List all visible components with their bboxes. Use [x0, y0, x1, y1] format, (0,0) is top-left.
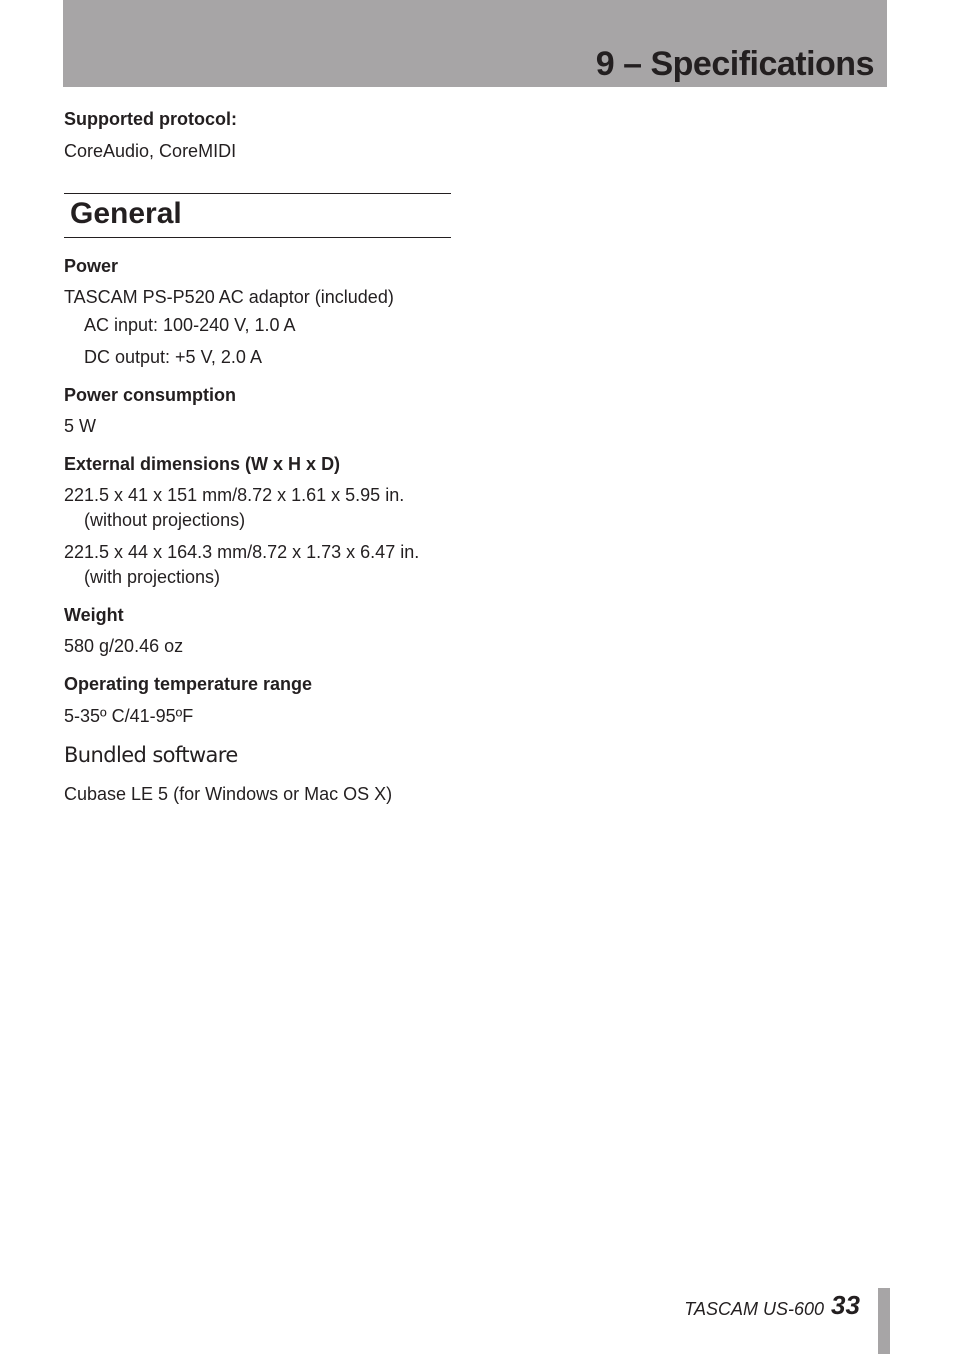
- power-ac-input: AC input: 100-240 V, 1.0 A: [84, 315, 296, 335]
- dimensions-without-value: 221.5 x 41 x 151 mm/8.72 x 1.61 x 5.95 in.: [64, 485, 405, 505]
- section-rule-top: [64, 193, 451, 194]
- temperature-value: 5-35º C/41-95ºF: [64, 706, 194, 726]
- power-adaptor: TASCAM PS-P520 AC adaptor (included): [64, 287, 394, 307]
- weight-label: Weight: [64, 605, 124, 625]
- subsection-title-bundled-software: Bundled software: [64, 743, 238, 767]
- power-consumption-label: Power consumption: [64, 385, 237, 405]
- dimensions-label: External dimensions (W x H x D): [64, 454, 341, 474]
- footer-model-name: TASCAM US-600: [684, 1299, 824, 1319]
- section-title-general: General: [70, 197, 182, 230]
- temperature-label: Operating temperature range: [64, 674, 313, 694]
- power-consumption-value: 5 W: [64, 416, 97, 436]
- chapter-title: 9 – Specifications: [595, 45, 874, 83]
- power-label: Power: [64, 256, 119, 276]
- footer-tab-bar: [878, 1288, 890, 1354]
- dimensions-without-note: (without projections): [84, 510, 246, 530]
- page-number: 33: [831, 1290, 860, 1320]
- dimensions-with-value: 221.5 x 44 x 164.3 mm/8.72 x 1.73 x 6.47 in.: [64, 542, 420, 562]
- dimensions-with-note: (with projections): [84, 567, 221, 587]
- chapter-header-band: [63, 0, 887, 87]
- bundled-software-value: Cubase LE 5 (for Windows or Mac OS X): [64, 784, 393, 804]
- supported-protocol-label: Supported protocol:: [64, 109, 237, 129]
- supported-protocol-value: CoreAudio, CoreMIDI: [64, 141, 237, 161]
- power-dc-output: DC output: +5 V, 2.0 A: [84, 347, 262, 367]
- section-rule-bottom: [64, 237, 451, 238]
- weight-value: 580 g/20.46 oz: [64, 636, 184, 656]
